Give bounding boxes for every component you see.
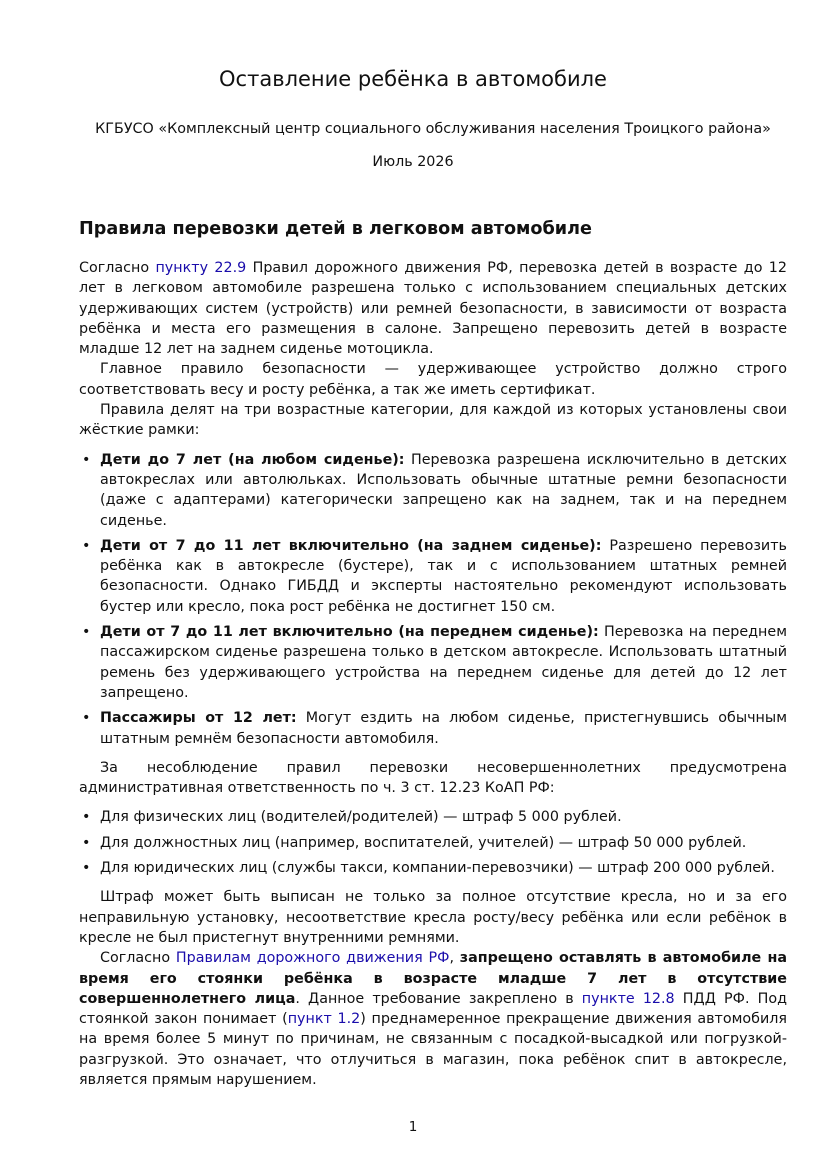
list-item: • Дети от 7 до 11 лет включительно (на переднем сиденье): Перевозка на переднем пассажирском сиденье разрешена только в детском автокресле. Использовать штатный ремень без удерживающего устройства на переднем сиденье для детей до 12 лет запрещено. <box>79 622 787 703</box>
list-item: • Пассажиры от 12 лет: Могут ездить на любом сиденье, пристегнувшись обычным штатным ремнём безопасности автомобиля. <box>79 708 787 749</box>
fines-list <box>79 807 787 878</box>
list-item: • Дети от 7 до 11 лет включительно (на заднем сиденье): Разрешено перевозить ребёнка как в автокресле (бустере), так и с использованием штатных ремней безопасности. Однако ГИБДД и эксперты настоятельно рекомендуют использовать бустер или кресло, пока рост ребёнка не достигнет 150 см. <box>79 536 787 617</box>
paragraph-intro: Согласно пункту 22.9 Правил дорожного движения РФ, перевозка детей в возрасте до 12 лет в легковом автомобиле разрешена только с использованием специальных детских удерживающих систем (устройств) или ремней безопасности, в зависимости от возраста ребёнка и места его размещения в салоне. Запрещено перевозить детей в возрасте младше 12 лет на заднем сиденье мотоцикла. <box>79 260 787 358</box>
paragraph-main-rule: Главное правило безопасности — удерживающее устройство должно строго соответствовать весу и росту ребёнка, а так же иметь сертификат. <box>79 361 787 398</box>
link-traffic-rules[interactable]: Правилам дорожного движения РФ <box>175 950 450 967</box>
age-rules-list <box>79 450 787 749</box>
link-rule-1-2[interactable]: пункт 1.2 <box>287 1011 361 1028</box>
list-item: • Для физических лиц (водителей/родителей) — штраф 5 000 рублей. <box>79 807 787 827</box>
paragraph-fine-details: Штраф может быть выписан не только за полное отсутствие кресла, но и за его неправильную установку, несоответствие кресла росту/весу ребёнка или если ребёнок в кресле не был пристегнут внутренними ремнями. <box>79 889 787 946</box>
page-number: 1 <box>408 1119 418 1135</box>
paragraph-liability: За несоблюдение правил перевозки несовершеннолетних предусмотрена административная ответственность по ч. 3 ст. 12.23 КоАП РФ: <box>79 759 787 797</box>
list-item: • Дети до 7 лет (на любом сиденье): Перевозка разрешена исключительно в детских автокреслах или автолюльках. Использовать обычные штатные ремни безопасности (даже с адаптерами) категорически запрещено как на заднем, так и на переднем сиденье. <box>79 450 787 531</box>
paragraph-leaving-child: Согласно Правилам дорожного движения РФ, запрещено оставлять в автомобиле на время его стоянки ребёнка в возрасте младше 7 лет в отсутствие совершеннолетнего лица. Данное требование закреплено в пункте 12.8 ПДД РФ. Под стоянкой закон понимает (пункт 1.2) преднамеренное прекращение движения автомобиля на время более 5 минут по причинам, не связанным с посадкой-высадкой или погрузкой-разгрузкой. Это означает, что отлучиться в магазин, пока ребёнок спит в автокресле, является прямым нарушением. <box>79 950 788 1088</box>
document-date: Июль 2026 <box>372 154 454 170</box>
organization-name: КГБУСО «Комплексный центр социального обслуживания населения Троицкого района» <box>95 121 771 137</box>
document-body <box>79 258 787 1090</box>
list-item: • Для юридических лиц (службы такси, компании-перевозчики) — штраф 200 000 рублей. <box>79 858 787 878</box>
paragraph-categories: Правила делят на три возрастные категории, для каждой из которых установлены свои жёсткие рамки: <box>79 402 787 439</box>
list-item: • Для должностных лиц (например, воспитателей, учителей) — штраф 50 000 рублей. <box>79 833 787 853</box>
link-rule-22-9[interactable]: пункту 22.9 <box>155 260 247 276</box>
section-heading: Правила перевозки детей в легковом автомобиле <box>79 219 592 239</box>
link-rule-12-8[interactable]: пункте 12.8 <box>581 990 675 1007</box>
document-title: Оставление ребёнка в автомобиле <box>219 67 607 91</box>
